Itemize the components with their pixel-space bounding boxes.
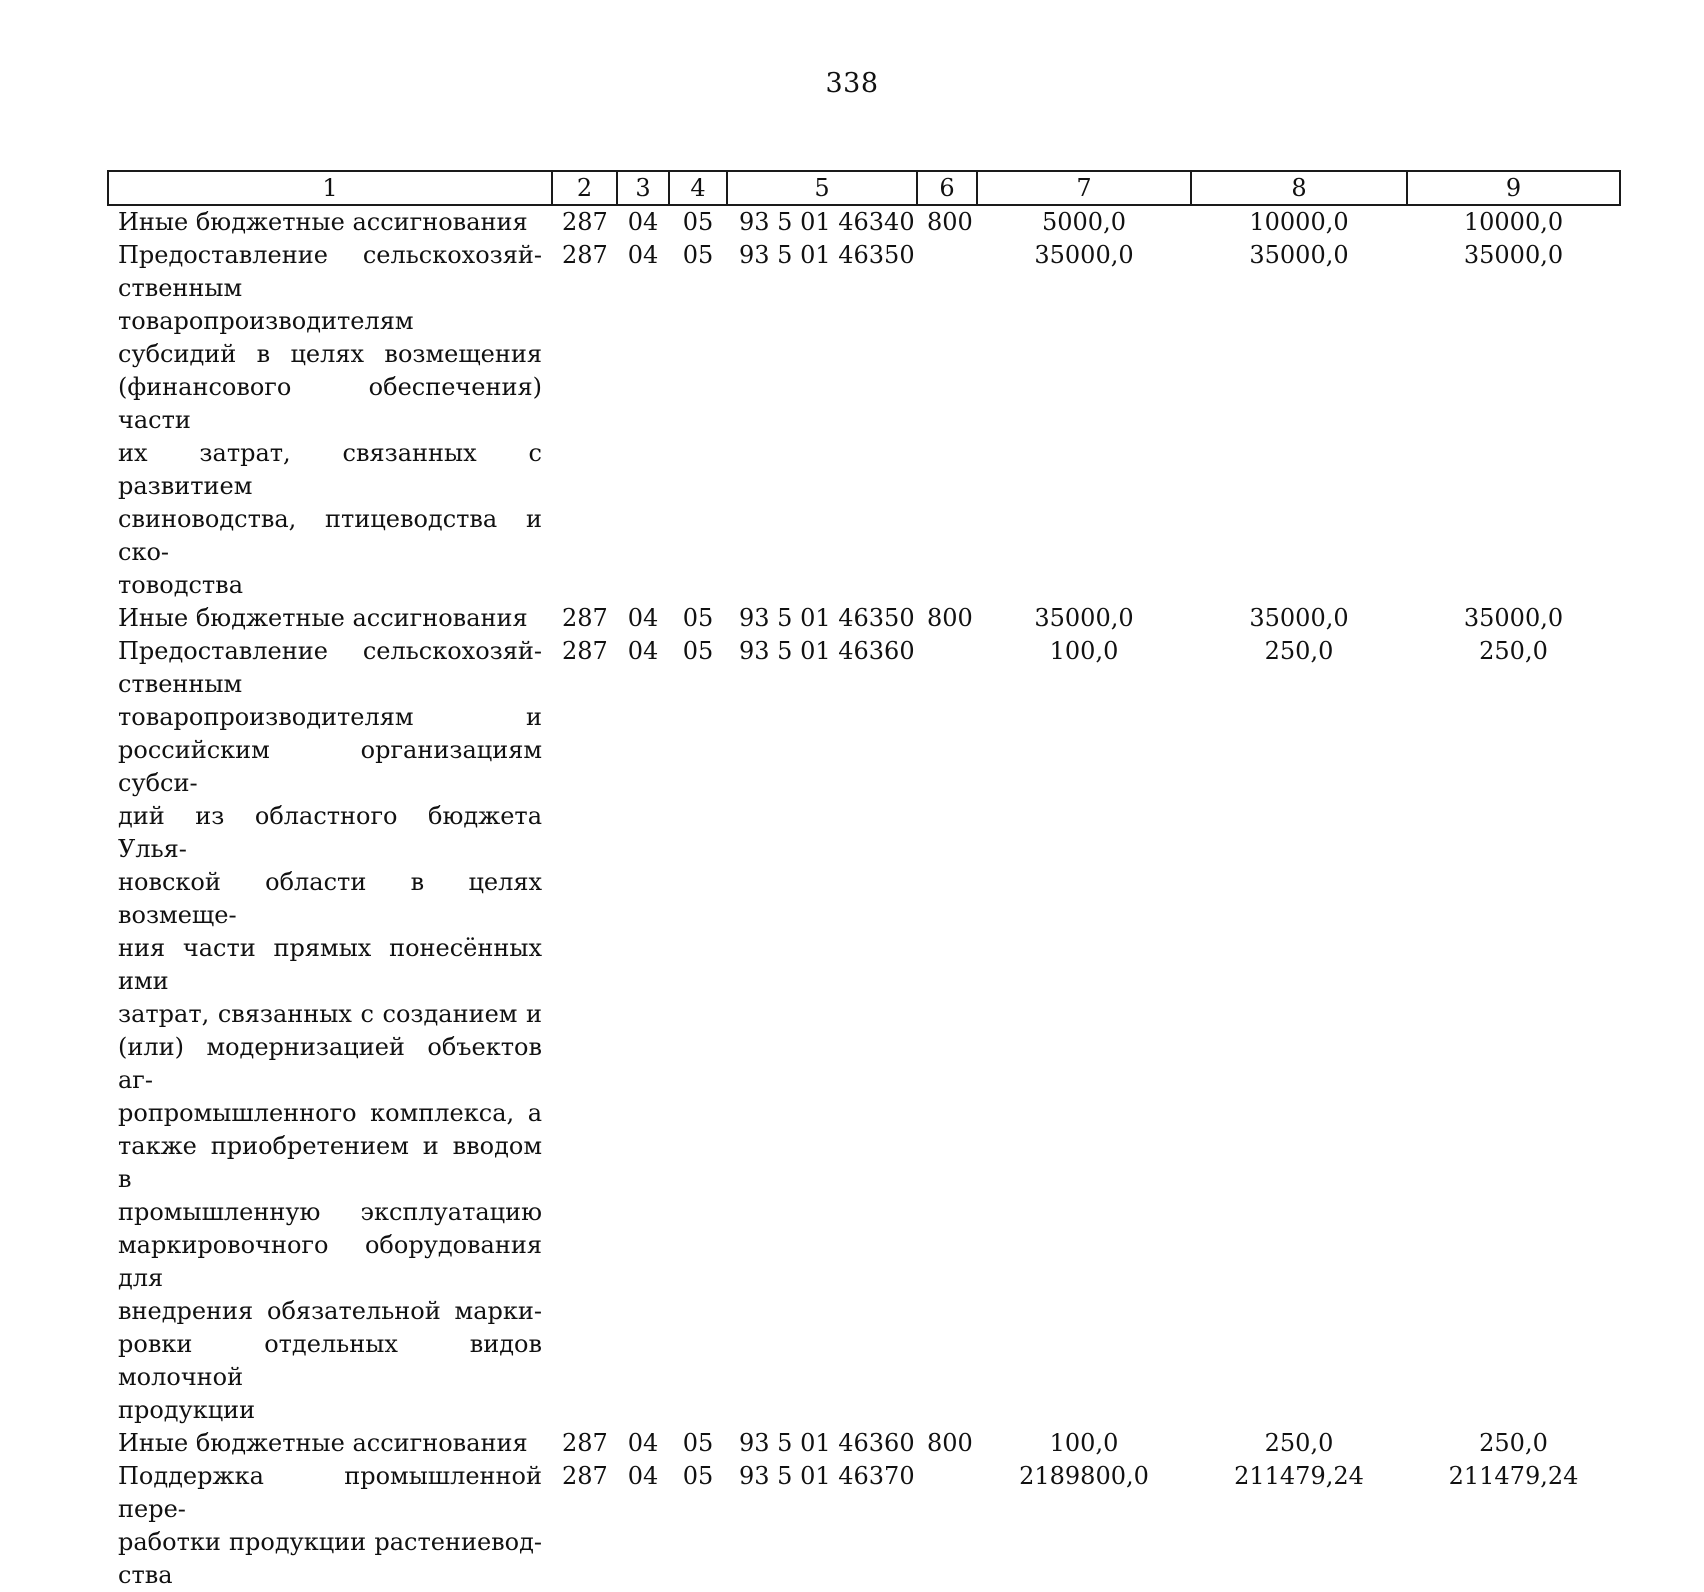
- expense-type-code: [917, 239, 977, 602]
- section-code: 04: [627, 1429, 659, 1457]
- amount-col7: 35000,0: [1034, 604, 1134, 632]
- amount-col8: 35000,0: [1249, 241, 1349, 269]
- description-line: работки продукции растениевод-: [118, 1528, 542, 1556]
- chapter-code: 287: [562, 208, 608, 236]
- header-cell: 9: [1407, 171, 1620, 205]
- amount-col8: 10000,0: [1249, 208, 1349, 236]
- header-cell: 6: [917, 171, 977, 205]
- description-line: новской области в целях возмеще-: [118, 868, 542, 929]
- description-line: ственным товаропроизводителям и: [118, 670, 542, 731]
- chapter-code: 287: [562, 604, 608, 632]
- table-header-row: [108, 171, 1620, 205]
- row-description: [108, 205, 552, 239]
- description-line: Иные бюджетные ассигнования: [118, 604, 528, 632]
- amount-col7: 2189800,0: [1019, 1462, 1149, 1490]
- description-line: продукции: [118, 1396, 256, 1424]
- header-cell: 2: [552, 171, 617, 205]
- expense-type-code: 800: [927, 208, 973, 236]
- target-article-code: 93 5 01 46360: [739, 1429, 915, 1457]
- expense-type-code: [917, 1460, 977, 1592]
- amount-col7: 35000,0: [1034, 241, 1134, 269]
- description-line: ровки отдельных видов молочной: [118, 1330, 542, 1391]
- table-row: [108, 602, 1620, 635]
- description-line: ства: [118, 1561, 173, 1589]
- section-code: 04: [627, 604, 659, 632]
- chapter-code: 287: [562, 637, 608, 665]
- description-line: товодства: [118, 571, 244, 599]
- target-article-code: 93 5 01 46370: [739, 1462, 915, 1490]
- description-line: Поддержка промышленной пере-: [118, 1462, 542, 1523]
- description-line: Иные бюджетные ассигнования: [118, 1429, 528, 1457]
- section-code: 04: [627, 208, 659, 236]
- amount-col7: 100,0: [1049, 637, 1119, 665]
- subsection-code: 05: [682, 637, 714, 665]
- section-code: 04: [627, 637, 659, 665]
- row-description: [108, 1427, 552, 1460]
- description-line: затрат, связанных с созданием и: [118, 1000, 542, 1028]
- table-row: [108, 1460, 1620, 1592]
- row-description: [108, 239, 552, 602]
- budget-table: [107, 170, 1621, 1592]
- chapter-code: 287: [562, 241, 608, 269]
- row-description: [108, 1460, 552, 1592]
- description-line: маркировочного оборудования для: [118, 1231, 542, 1292]
- subsection-code: 05: [682, 604, 714, 632]
- amount-col9: 10000,0: [1463, 208, 1564, 236]
- row-description: [108, 635, 552, 1427]
- subsection-code: 05: [682, 241, 714, 269]
- description-line: ния части прямых понесённых ими: [118, 934, 542, 995]
- header-cell: 7: [977, 171, 1191, 205]
- description-line: российским организациям субси-: [118, 736, 542, 797]
- amount-col9: 35000,0: [1463, 604, 1564, 632]
- description-line: Предоставление сельскохозяй-: [118, 241, 542, 269]
- subsection-code: 05: [682, 1462, 714, 1490]
- description-line: (или) модернизацией объектов аг-: [118, 1033, 542, 1094]
- table-row: [108, 1427, 1620, 1460]
- expense-type-code: [917, 635, 977, 1427]
- header-cell: 1: [108, 171, 552, 205]
- section-code: 04: [627, 241, 659, 269]
- amount-col9: 250,0: [1479, 1429, 1548, 1457]
- description-line: ственным товаропроизводителям: [118, 274, 414, 335]
- amount-col9: 35000,0: [1463, 241, 1564, 269]
- section-code: 04: [627, 1462, 659, 1490]
- amount-col8: 250,0: [1264, 637, 1334, 665]
- target-article-code: 93 5 01 46340: [739, 208, 915, 236]
- amount-col7: 5000,0: [1042, 208, 1126, 236]
- description-line: их затрат, связанных с развитием: [118, 439, 542, 500]
- description-line: ропромышленного комплекса, а: [118, 1099, 542, 1127]
- amount-col8: 211479,24: [1234, 1462, 1364, 1490]
- amount-col8: 250,0: [1264, 1429, 1334, 1457]
- amount-col7: 100,0: [1049, 1429, 1119, 1457]
- page-number: 338: [825, 68, 879, 99]
- expense-type-code: 800: [927, 604, 973, 632]
- description-line: внедрения обязательной марки-: [118, 1297, 542, 1325]
- expense-type-code: 800: [927, 1429, 973, 1457]
- description-line: дий из областного бюджета Улья-: [118, 802, 542, 863]
- subsection-code: 05: [682, 1429, 714, 1457]
- table-row: [108, 205, 1620, 239]
- header-cell: 4: [669, 171, 727, 205]
- description-line: Предоставление сельскохозяй-: [118, 637, 542, 665]
- amount-col9: 211479,24: [1448, 1462, 1579, 1490]
- target-article-code: 93 5 01 46350: [739, 241, 915, 269]
- description-line: субсидий в целях возмещения: [118, 340, 542, 368]
- description-line: свиноводства, птицеводства и ско-: [118, 505, 542, 566]
- chapter-code: 287: [562, 1429, 608, 1457]
- subsection-code: 05: [682, 208, 714, 236]
- amount-col8: 35000,0: [1249, 604, 1349, 632]
- description-line: промышленную эксплуатацию: [118, 1198, 542, 1226]
- header-cell: 8: [1191, 171, 1407, 205]
- row-description: [108, 602, 552, 635]
- description-line: (финансового обеспечения) части: [118, 373, 542, 434]
- description-line: Иные бюджетные ассигнования: [118, 208, 528, 236]
- header-cell: 3: [617, 171, 669, 205]
- chapter-code: 287: [562, 1462, 608, 1490]
- amount-col9: 250,0: [1479, 637, 1548, 665]
- description-line: также приобретением и вводом в: [118, 1132, 542, 1193]
- table-row: [108, 239, 1620, 602]
- header-cell: 5: [727, 171, 917, 205]
- target-article-code: 93 5 01 46360: [739, 637, 915, 665]
- table-row: [108, 635, 1620, 1427]
- target-article-code: 93 5 01 46350: [739, 604, 915, 632]
